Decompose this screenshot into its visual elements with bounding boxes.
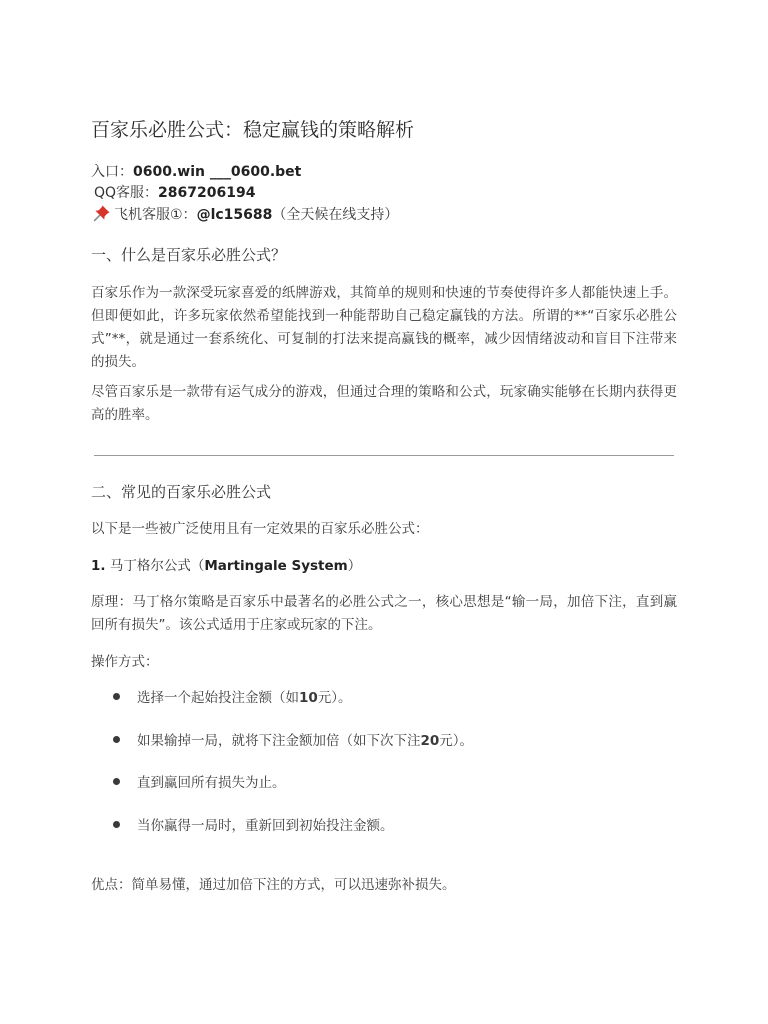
principle-paragraph: 原理：马丁格尔策略是百家乐中最著名的必胜公式之一，核心思想是“输一局，加倍下注，直到赢回所有损失”。该公式适用于庄家或玩家的下注。 xyxy=(91,594,677,633)
pushpin-icon xyxy=(93,204,111,222)
list-item-text: 当你赢得一局时，重新回到初始投注金额。 xyxy=(137,818,394,834)
section2-intro: 以下是一些被广泛使用且有一定效果的百家乐必胜公式： xyxy=(91,521,429,537)
list-item xyxy=(113,773,286,793)
telegram-note: （全天候在线支持） xyxy=(272,207,399,223)
entry-line xyxy=(91,162,301,182)
subheading-title-en: Martingale System xyxy=(204,558,348,574)
subheading-title: 马丁格尔公式（ xyxy=(109,558,205,574)
bullet-icon xyxy=(113,778,120,785)
telegram-line xyxy=(93,204,398,225)
telegram-value: @lc15688 xyxy=(196,207,273,223)
list-item-text-end: 元）。 xyxy=(317,690,352,706)
page-title: 百家乐必胜公式：稳定赢钱的策略解析 xyxy=(91,119,415,141)
bullet-icon xyxy=(113,821,120,828)
list-item-text: 如果输掉一局，就将下注金额加倍（如下次下注 xyxy=(137,733,421,749)
advantage-paragraph: 优点：简单易懂，通过加倍下注的方式，可以迅速弥补损失。 xyxy=(91,877,456,893)
list-item xyxy=(113,731,473,751)
section2-heading: 二、常见的百家乐必胜公式 xyxy=(91,483,272,501)
list-item-text-end: 元）。 xyxy=(439,733,474,749)
qq-line xyxy=(94,183,255,203)
section1-paragraph-2: 尽管百家乐是一款带有运气成分的游戏，但通过合理的策略和公式，玩家确实能够在长期内获得更高的胜率。 xyxy=(91,384,677,423)
list-item-text: 直到赢回所有损失为止。 xyxy=(137,775,286,791)
subheading-title-end: ） xyxy=(347,558,362,574)
subheading-number: 1. xyxy=(91,558,106,574)
qq-label: QQ客服： xyxy=(94,185,159,201)
qq-value: 2867206194 xyxy=(158,185,256,201)
section1-paragraph-1: 百家乐作为一款深受玩家喜爱的纸牌游戏，其简单的规则和快速的节奏使得许多人都能快速上手。但即便如此，许多玩家依然希望能找到一种能帮助自己稳定赢钱的方法。所谓的**“百家乐必胜公式”**，就是通过一套系统化、可复制的打法来提高赢钱的概率，减少因情绪波动和盲目下注带来的损失。 xyxy=(91,285,677,370)
telegram-label: 飞机客服①： xyxy=(114,207,197,223)
list-item-bold: 10 xyxy=(299,690,318,706)
subheading-martingale xyxy=(91,556,361,576)
list-item xyxy=(113,688,352,708)
section-divider xyxy=(94,455,674,456)
list-item-bold: 20 xyxy=(420,733,440,749)
entry-label: 入口： xyxy=(91,164,133,180)
bullet-icon xyxy=(113,736,120,743)
entry-value: 0600.win ___0600.bet xyxy=(133,164,302,180)
section1-heading: 一、什么是百家乐必胜公式？ xyxy=(91,246,287,264)
list-item-text: 选择一个起始投注金额（如 xyxy=(137,690,299,706)
bullet-icon xyxy=(113,693,120,700)
list-item xyxy=(113,816,394,836)
steps-label: 操作方式： xyxy=(91,654,159,670)
